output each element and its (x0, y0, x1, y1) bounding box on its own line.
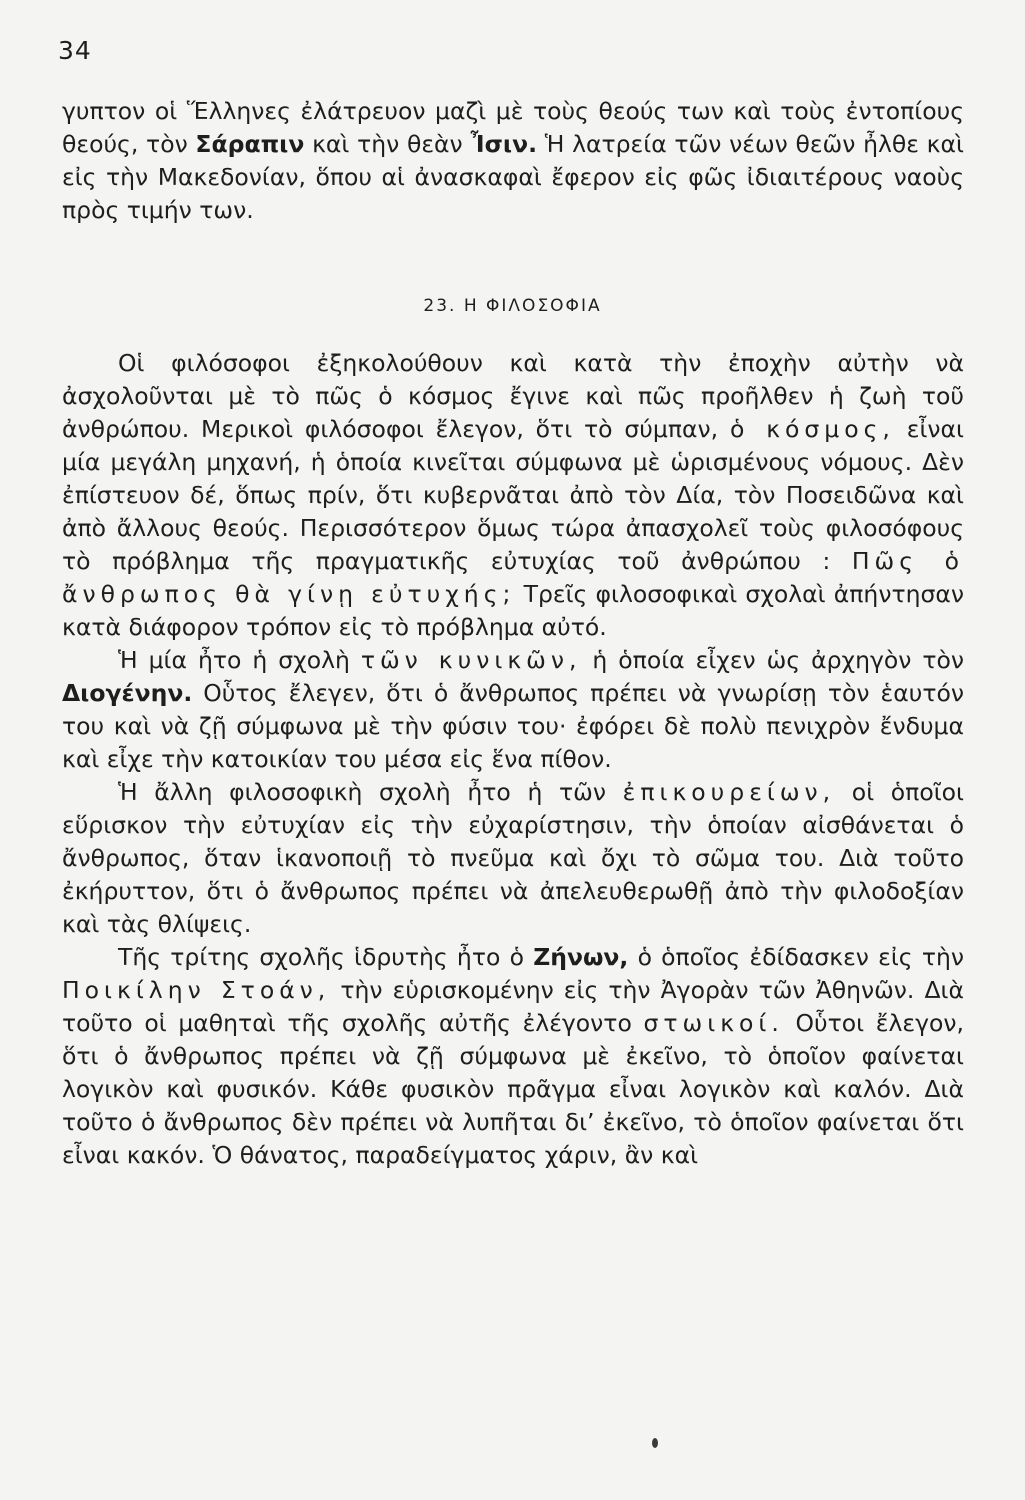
name-sarapis: Σάραπιν (195, 130, 305, 158)
p2-kynikon: τῶν κυνικῶν, (360, 646, 582, 674)
paragraph-4 (62, 941, 964, 1172)
page-number: 34 (58, 36, 92, 65)
p1-question: Πῶς ὁ ἄνθρωπος θὰ γίνῃ εὐτυχής; (62, 547, 964, 608)
p4-text-3: τὴν εὑρισκομένην εἰς τὴν Ἀγορὰν τῶν Ἀθηνῶν. Διὰ τοῦτο οἱ μαθηταὶ τῆς σχολῆς αὐτῆς ἐλέγοντο (62, 976, 964, 1037)
p1-text-2: εἶναι μία μεγάλη μηχανή, ἡ ὁποία κινεῖται σύμφωνα μὲ ὡρισμένους νόμους. Δὲν ἐπίστευον δέ, ὅπως πρίν, ὅτι κυβερνᾶται ἀπὸ τὸν Δία, τὸν Ποσειδῶνα καὶ ἀπὸ ἄλλους θεούς. Περισσότερον ὅμως τώρα ἀπασχολεῖ τοὺς φιλοσόφους τὸ πρόβλημα τῆς πραγματικῆς εὐτυχίας τοῦ ἀνθρώπου : (62, 415, 964, 575)
intro-text-2: καὶ τὴν θεὰν (304, 130, 471, 158)
intro-text-3: Ἡ λατρεία τῶν νέων θεῶν ἦλθε καὶ εἰς τὴν Μακεδονίαν, ὅπου αἱ ἀνασκαφαὶ ἔφερον εἰς φῶς ἰδιαιτέρους ναοὺς πρὸς τιμήν των. (62, 130, 964, 224)
paragraph-3 (62, 776, 964, 941)
name-zinon: Ζήνων, (533, 943, 629, 971)
ink-mark (652, 1438, 658, 1448)
p3-text-2: οἱ ὁποῖοι εὕρισκον τὴν εὐτυχίαν εἰς τὴν εὐχαρίστησιν, τὴν ὁποίαν αἰσθάνεται ὁ ἄνθρωπος, ὅταν ἱκανοποιῇ τὸ πνεῦμα καὶ ὄχι τὸ σῶμα του. Διὰ τοῦτο ἐκήρυττον, ὅτι ὁ ἄνθρωπος πρέπει νὰ ἀπελευθερωθῇ ἀπὸ τὴν φιλοδοξίαν καὶ τὰς θλίψεις. (62, 778, 964, 938)
p3-epikoureion: ἐπικουρείων, (622, 778, 836, 806)
paragraph-1 (62, 347, 964, 644)
main-text (62, 347, 964, 1172)
intro-text-1: γυπτον οἱ Ἕλληνες ἐλάτρευον μαζὶ μὲ τοὺς θεούς των καὶ τοὺς ἐντοπίους θεούς, τὸν (62, 97, 964, 158)
p2-text-1: Ἡ μία ἦτο ἡ σχολὴ (118, 646, 361, 674)
intro-paragraph (62, 95, 964, 227)
name-diogenis: Διογένην. (62, 679, 193, 707)
p4-stoikoi: στωικοί. (643, 1009, 784, 1037)
section-heading: 23. Η ΦΙΛΟΣΟΦΙΑ (423, 296, 602, 316)
p1-text-3: Τρεῖς φιλοσοφικαὶ σχολαὶ ἀπήντησαν κατὰ διάφορον τρόπον εἰς τὸ πρόβλημα αὐτό. (62, 580, 965, 641)
p4-stoa: Ποικίλην Στοάν, (62, 976, 331, 1004)
paragraph-2 (62, 644, 964, 776)
p2-text-3: Οὗτος ἔλεγεν, ὅτι ὁ ἄνθρωπος πρέπει νὰ γνωρίσῃ τὸν ἑαυτόν του καὶ νὰ ζῇ σύμφωνα μὲ τὴν φύσιν του· ἐφόρει δὲ πολὺ πενιχρὸν ἔνδυμα καὶ εἶχε τὴν κατοικίαν του μέσα εἰς ἕνα πίθον. (62, 679, 964, 773)
p1-text-1: Οἱ φιλόσοφοι ἐξηκολούθουν καὶ κατὰ τὴν ἐποχὴν αὐτὴν νὰ ἀσχολοῦνται μὲ τὸ πῶς ὁ κόσμος ἔγινε καὶ πῶς προῆλθεν ἡ ζωὴ τοῦ ἀνθρώπου. Μερικοὶ φιλόσοφοι ἔλεγον, ὅτι τὸ σύμπαν, (62, 349, 964, 443)
p2-text-2: ἡ ὁποία εἶχεν ὡς ἀρχηγὸν τὸν (581, 646, 965, 674)
p3-text-1: Ἡ ἄλλη φιλοσοφικὴ σχολὴ ἦτο ἡ τῶν (118, 778, 623, 806)
p4-text-4: Οὗτοι ἔλεγον, ὅτι ὁ ἄνθρωπος πρέπει νὰ ζῇ σύμφωνα μὲ ἐκεῖνο, τὸ ὁποῖον φαίνεται λογικὸν καὶ φυσικόν. Κάθε φυσικὸν πρᾶγμα εἶναι λογικὸν καὶ καλόν. Διὰ τοῦτο ὁ ἄνθρωπος δὲν πρέπει νὰ λυπῆται δι’ ἐκεῖνο, τὸ ὁποῖον φαίνεται ὅτι εἶναι κακόν. Ὁ θάνατος, παραδείγματος χάριν, ἂν καὶ (62, 1009, 964, 1169)
name-isis: Ἶσιν. (470, 130, 538, 158)
p4-text-2: ὁ ὁποῖος ἐδίδασκεν εἰς τὴν (628, 943, 964, 971)
p1-kosmos: ὁ κόσμος, (729, 415, 895, 443)
p4-text-1: Τῆς τρίτης σχολῆς ἱδρυτὴς ἦτο ὁ (118, 943, 534, 971)
